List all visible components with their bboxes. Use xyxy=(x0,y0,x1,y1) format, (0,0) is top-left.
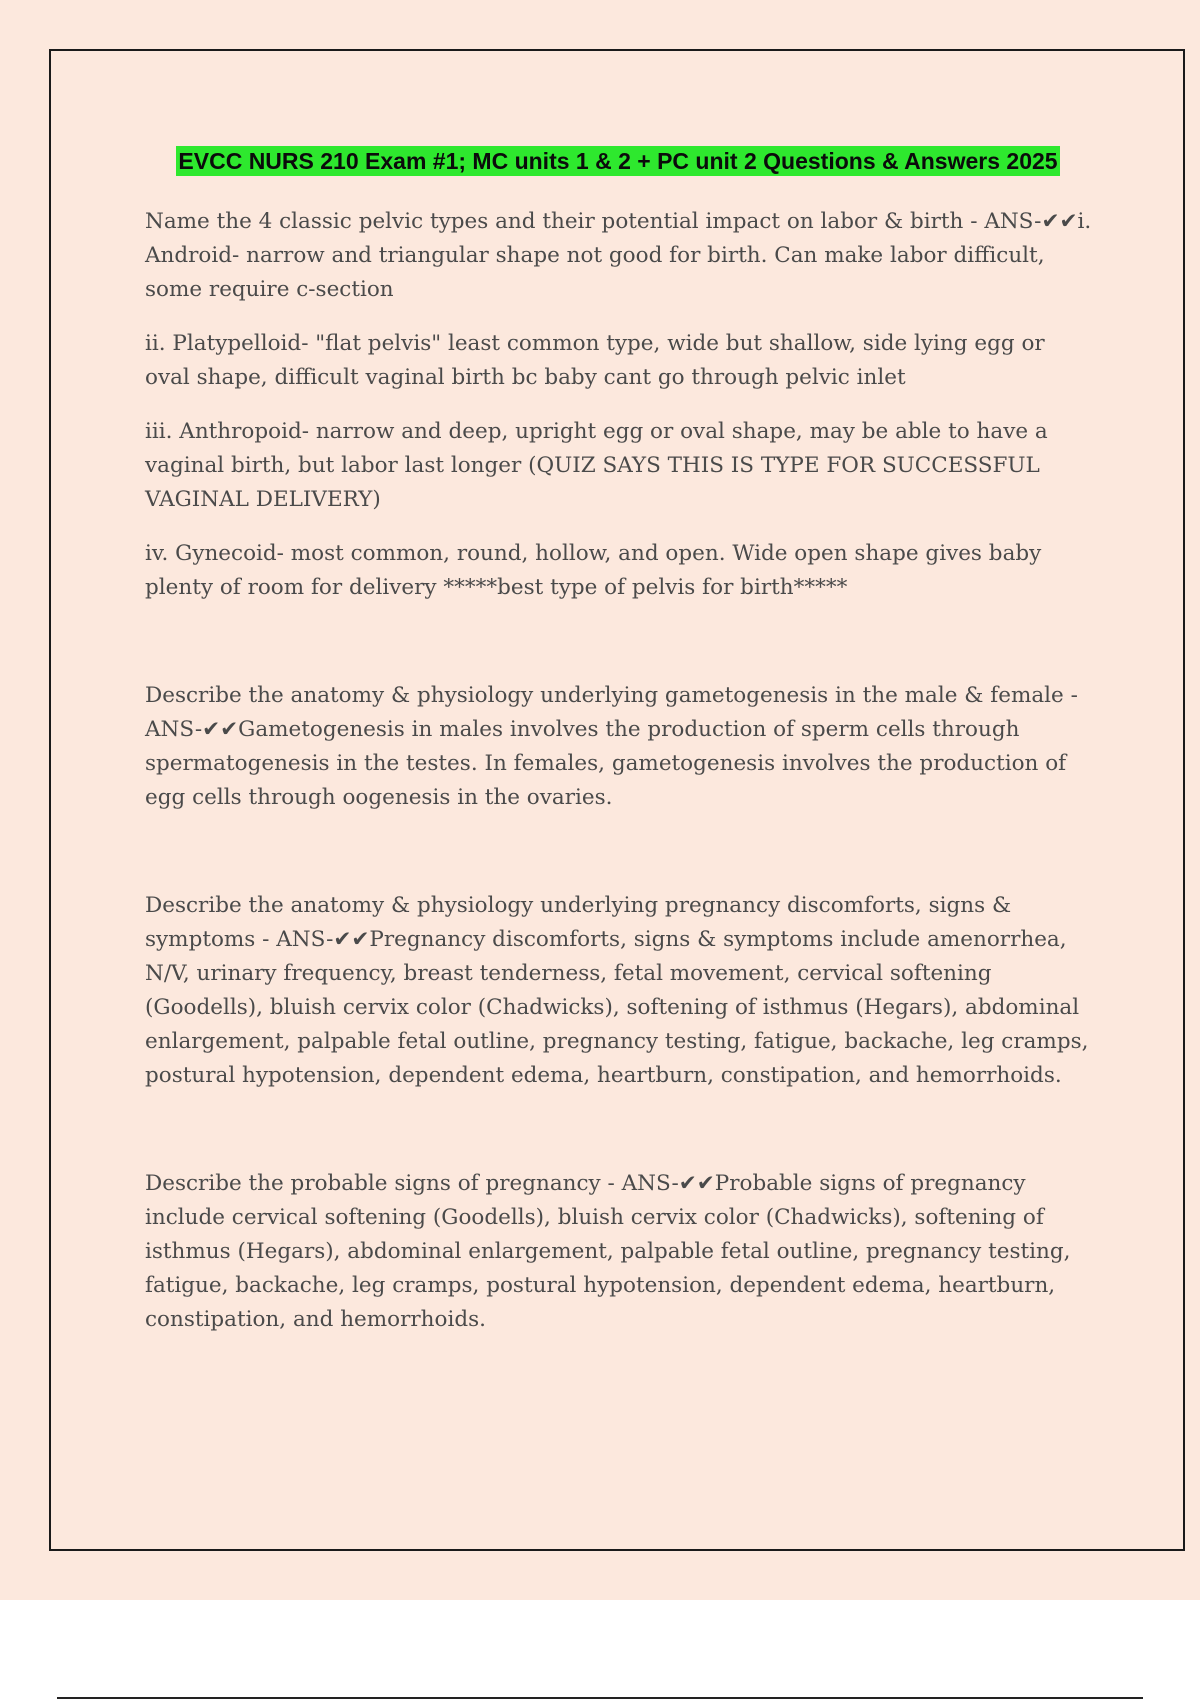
document-title: EVCC NURS 210 Exam #1; MC units 1 & 2 + PC unit 2 Questions & Answers 2025 xyxy=(178,148,1058,174)
answer-paragraph: Name the 4 classic pelvic types and their potential impact on labor & birth - ANS-✔✔i. Android- narrow and triangular shape not good for birth. Can make labor difficult, some require c-section xyxy=(145,209,1092,302)
qa-item-pregnancy-discomforts xyxy=(145,889,1095,1093)
answer-paragraph: Describe the anatomy & physiology underlying pregnancy discomforts, signs & symptoms - ANS-✔✔Pregnancy discomforts, signs & symptoms include amenorrhea, N/V, urinary frequency, breast tenderness, fetal movement, cervical softening (Goodells), bluish cervix color (Chadwicks), softening of isthmus (Hegars), abdominal enlargement, palpable fetal outline, pregnancy testing, fatigue, backache, leg cramps, postural hypotension, dependent edema, heartburn, constipation, and hemorrhoids. xyxy=(145,893,1089,1088)
title-container xyxy=(155,146,1081,176)
qa-item-pelvic-types xyxy=(145,205,1095,605)
answer-paragraph: iv. Gynecoid- most common, round, hollow, and open. Wide open shape gives baby plenty of room for delivery *****best type of pelvis for birth***** xyxy=(145,541,1042,600)
answer-paragraph: Describe the probable signs of pregnancy - ANS-✔✔Probable signs of pregnancy include cervical softening (Goodells), bluish cervix color (Chadwicks), softening of isthmus (Hegars), abdominal enlargement, palpable fetal outline, pregnancy testing, fatigue, backache, leg cramps, postural hypotension, dependent edema, heartburn, constipation, and hemorrhoids. xyxy=(145,1171,1071,1332)
qa-item-gametogenesis xyxy=(145,679,1095,815)
qa-item-probable-signs xyxy=(145,1167,1095,1337)
answer-paragraph: iii. Anthropoid- narrow and deep, upright egg or oval shape, may be able to have a vaginal birth, but labor last longer (QUIZ SAYS THIS IS TYPE FOR SUCCESSFUL VAGINAL DELIVERY) xyxy=(145,419,1048,512)
answer-paragraph: Describe the anatomy & physiology underlying gametogenesis in the male & female - ANS-✔✔Gametogenesis in males involves the production of sperm cells through spermatogenesis in the testes. In females, gametogenesis involves the production of egg cells through oogenesis in the ovaries. xyxy=(145,683,1078,810)
document-body xyxy=(145,205,1095,1337)
footer-rule xyxy=(57,1697,1143,1699)
answer-paragraph: ii. Platypelloid- "flat pelvis" least common type, wide but shallow, side lying egg or oval shape, difficult vaginal birth bc baby cant go through pelvic inlet xyxy=(145,331,1045,390)
